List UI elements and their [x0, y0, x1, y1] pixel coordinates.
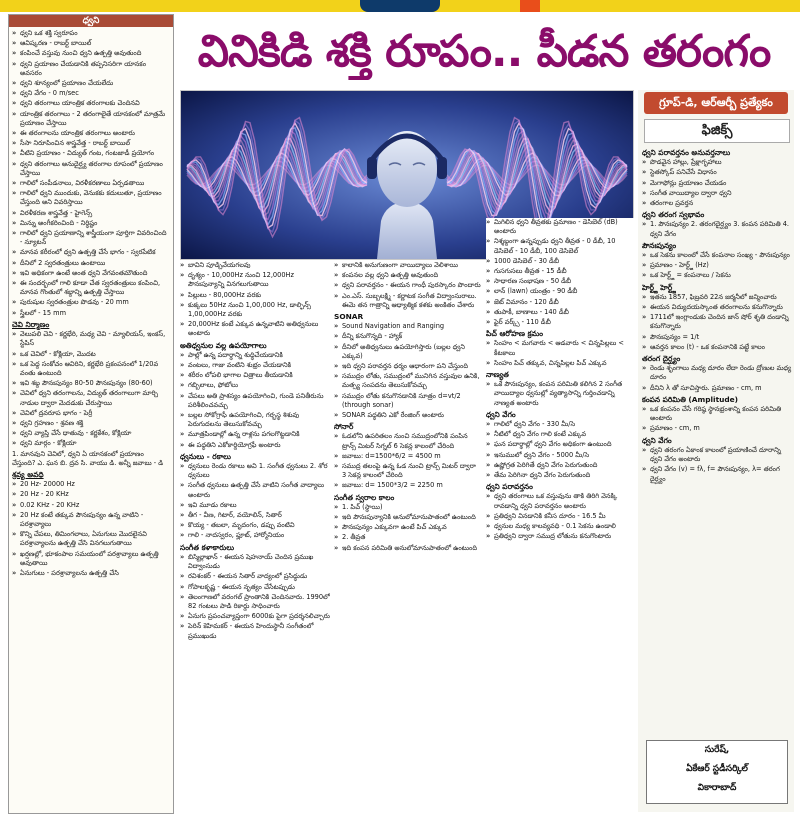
bullet-item: » ధ్వని తరంగం ఏకాంక కాలంలో ప్రయాణించే దూరాన్ని ధ్వని వేగం అంటారు: [642, 446, 792, 464]
bullet-item: » మెగాఫోన్లు ప్రయాణం చేయడం: [642, 179, 792, 188]
bullet-item: » దీనిలో 2 స్వరతంత్రులు ఉంటాయి: [12, 259, 168, 268]
bullet-item: » శరీరం లోపలి భాగాల చిత్రాలు తీయడానికి: [180, 371, 330, 380]
bullet-item: » ఏనుగులు - పరశ్రావ్యాలను ఉత్పత్తి చేసి: [12, 569, 168, 578]
bullet-item: » నిశ్శబ్దంగా ఉన్నప్పుడు ధ్వని తీవ్రత - 0 డీబీ, 10 డెసిబెల్ - 10 డీబీ, 100 డెసిబెల్: [486, 237, 634, 255]
bullet-item: » తరంగాల ప్రవర్తన: [642, 199, 792, 208]
bullet-item: » ఇది ధ్వని పరావర్తన ధర్మం ఆధారంగా పని చేస్తుంది: [334, 362, 482, 371]
bullet-item: » యాంత్రిక తరంగాలు - 2 తరంగాలైతే యానకంలో మాత్రమే ప్రయాణం చేస్తాయి: [12, 110, 168, 128]
bullet-item: » ధ్వని తరంగాలు అనుదైర్ఘ్య తరంగాల రూపంలో ప్రయాణం చేస్తాయి: [12, 160, 168, 178]
section-heading: తరంగ దైర్ఘ్యం: [642, 354, 681, 364]
bullet-item: » గాలిలో ధ్వని ప్రయాణాన్ని శాస్త్రీయంగా పూర్తిగా వివరించింది - న్యూటన్: [12, 229, 168, 247]
bullet-item: » విరళీకరణ శాస్త్రవేత్త - హైగెన్స్: [12, 209, 168, 218]
bullet-item: » ఇతను 1857, ఫిబ్రవరి 22న జర్మనీలో జన్మించారు: [642, 293, 792, 302]
bullet-item: » ధ్వనులు రెండు రకాలు అవి 1. సంగీత ధ్వనులు 2. శోర ధ్వనులు: [180, 462, 330, 480]
bullet-item: » 2. తీవ్రత: [334, 533, 482, 542]
bullet-item: » లాన్ (lawn) యంత్రం - 90 డీబీ: [486, 287, 634, 296]
bullet-item: » మూత్రపిండాల్లో ఉన్న రాళ్లను పగలగొట్టడానికి: [180, 430, 330, 439]
bullet-item: » ఘన పదార్థాల్లో ధ్వని వేగం అధికంగా ఉంటుంది: [486, 440, 634, 449]
bullet-item: » ప్రతిధ్వని వినడానికి కనీస దూరం - 16.5 మీ: [486, 512, 634, 521]
bullet-item: » కొయ్య - తబలా, మృదంగం, డప్పు వంటివి: [180, 521, 330, 530]
bullet-item: » నీటిలో ధ్వని వేగం గాలి కంటే ఎక్కువ: [486, 430, 634, 439]
bullet-item: » దీన్ని కనుగొన్నది - హ్యాక్: [334, 332, 482, 341]
bullet-item: » ప్రతిధ్వని ద్వారా సముద్ర లోతును కనుగొంటారు: [486, 532, 634, 541]
bullet-item: » గుసగుసలు తీవ్రత - 15 డీబీ: [486, 267, 634, 276]
bullet-item: » ధ్వని తరంగాలు ఒక వస్తువును తాకి తిరిగి వెనక్కి రావడాన్ని ధ్వని పరావర్తనం అంటారు: [486, 492, 634, 510]
top-color-band: [0, 0, 800, 12]
bullet-item: » ఈ పద్ధతిని ఎకోకార్డియోగ్రఫీ అంటారు: [180, 441, 330, 450]
bullet-item: » సింహం < మగవారు < ఆడవారు < చిన్నపిల్లలు < కీటకాలు: [486, 339, 634, 357]
header-emblem: [360, 0, 440, 12]
section-heading: ధ్వని పరావర్తనం అనువర్తనాలు: [642, 148, 731, 157]
bullet-item: » సముద్రం లోతు, సముద్రంలో మునిగిన వస్తువుల ఉనికి, మత్స్య సంపదను తెలుసుకోవచ్చు: [334, 372, 482, 390]
bullet-item: » కంపనల వల్ల ధ్వని ఉత్పత్తి అవుతుంది: [334, 271, 482, 280]
bullet-item: » ప్రమాణం - హెర్ట్జ్ (Hz): [642, 261, 792, 270]
right-column-text: [642, 146, 792, 736]
bullet-item: » జవాబు: d= 1500*3/2 = 2250 m: [334, 481, 482, 490]
bullet-item: » ఒక సెకను కాలంలో చేసే కంపనాల సంఖ్య - పౌనఃపున్యం: [642, 251, 792, 260]
section-heading: అతిధ్వనుల వల్ల ఉపయోగాలు: [180, 340, 267, 350]
bullet-item: » గాలిలో ధ్వని వేగం - 330 మీ/సె: [486, 420, 634, 429]
bullet-item: » పురుషుల స్వరతంత్రుల పొడవు - 20 mm: [12, 298, 168, 307]
bullet-item: » పెరిన్ కెహిమకర్ - ఈయన హిందుస్థానీ సంగీతంలో ప్రముఖుడు: [180, 622, 330, 640]
bullet-item: » బిస్మిల్లాఖాన్ - ఈయన షెహనాయ్ చెందిన ప్రముఖ విద్వాంసుడు: [180, 553, 330, 571]
bullet-item: » వెలుపలి చెవి - కర్ణభేరి, మధ్య చెవి - మ్యాలియస్, ఇంకస్, స్టేపిస్: [12, 330, 168, 348]
section-heading: నాణ్యత: [486, 370, 509, 380]
exam-badge: గ్రూప్-డి, ఆర్ఆర్బీ ప్రత్యేకం: [644, 92, 788, 114]
bullet-item: » ఆవిష్కరణ - రాబర్ట్ బాయిల్: [12, 39, 168, 48]
bullet-item: » రెండు శృంగాలు మధ్య దూరం లేదా రెండు ద్రోణుల మధ్య దూరం: [642, 364, 792, 382]
bullet-item: » ధ్వనుల మధ్య కాలవ్యవధి - 0.1 సెకను ఉండాలి: [486, 522, 634, 531]
bullet-item: » గోపాలకృష్ణ - ఈయన నృత్యం చేసేటప్పుడు: [180, 583, 330, 592]
bullet-item: » ధ్వని మార్గం - కోక్లియా: [12, 439, 168, 448]
bullet-item: » బల్లల సోకోగ్రాఫీ ఉపయోగించి, గర్భస్థ శిశువు పెరుగుదలను తెలుసుకోవచ్చు: [180, 411, 330, 429]
bullet-item: » కంపించే వస్తువు నుంచి ధ్వని ఉత్పత్తి అవుతుంది: [12, 49, 168, 58]
bullet-item: » 1711లో ఇంగ్లాండుకు చెందిన జాన్ షోర్ శృతి దండాన్ని కనుగొన్నారు: [642, 313, 792, 331]
bullet-item: » సంగీత వాయిద్యాల ద్వారా ధ్వని: [642, 189, 792, 198]
bullet-item: » 20,000Hz కంటే ఎక్కువ ఉన్నవాటిని అతిధ్వనులు అంటారు: [180, 320, 330, 338]
bullet-item: » Sound Navigation and Ranging: [334, 322, 482, 331]
bullet-item: » స్టెతస్కోప్ పనిచేసే విధానం: [642, 168, 792, 177]
section-heading: SONAR: [334, 312, 364, 322]
section-heading: ధ్వని పరావర్తనం: [486, 482, 533, 492]
subject-box: ఫిజిక్స్: [644, 119, 790, 143]
bullet-item: » సీసా నిరూపించిన శాస్త్రవేత్త - రాబర్ట్ బాయిల్: [12, 139, 168, 148]
section-heading: కంపన పరిమితి (Amplitude): [642, 394, 739, 404]
bullet-item: » 20 Hz- 20000 Hz: [12, 480, 168, 489]
bullet-item: » పొడవైన హాల్లు, ప్రేక్షాగృహాలు: [642, 158, 792, 167]
bullet-item: » సింహం పిచ్ తక్కువ, చిన్నపిల్లల పిచ్ ఎక్కువ: [486, 359, 634, 368]
bullet-item: » ధ్వని పరావర్తనం - ఈయన గాంధీ పురస్కారం పొందారు: [334, 281, 482, 290]
section-heading: సోనార్: [334, 422, 354, 432]
bullet-item: » చెవిలో ధ్వని తరంగాలను, విద్యుత్ తరంగాలుగా మార్చి నాడుల ద్వారా మెదడుకు చేరుస్తాయి: [12, 389, 168, 407]
bullet-item: » ధ్వని గ్రహణం - శ్రవణ శక్తి: [12, 419, 168, 428]
bullet-item: » గాలిలో ధ్వని ముందుకు, వెనుకకు కదులుతూ, ప్రయాణం చేస్తుంది అని వివరిస్తాయి: [12, 189, 168, 207]
bullet-item: » ధ్వని వేగం - 0 m/sec: [12, 89, 168, 98]
author-name: సురేష్,: [704, 745, 730, 755]
section-heading: హెర్ట్జ్ హెర్ట్జ్: [642, 282, 676, 292]
bullet-item: » కాలానికి అనుగుణంగా వాయిద్యాలు వెలిశాయి: [334, 261, 482, 270]
bullet-item: » సముద్రం లోతు కనుగొనడానికి సూత్రం d=vt/2 (through sonar): [334, 392, 482, 410]
bullet-item: » ఉష్ణోగ్రత పెరిగితే ధ్వని వేగం పెరుగుతుంది: [486, 461, 634, 470]
headline: వినికిడి శక్తి రూపం.. పీడన తరంగం: [197, 26, 771, 77]
left-column-text: [12, 29, 168, 811]
bullet-item: » దీనిలో అతిధ్వనులు ఉపయోగిస్తారు (బల్లల ధ్వని ఎక్కువ): [334, 343, 482, 361]
page-number-tab: [520, 0, 540, 12]
bullet-item: » ఫైర్ వర్క్స్ - 110 డీబీ: [486, 318, 634, 327]
bullet-item: » తుపాకీ, బాణాలు - 140 డీబీ: [486, 308, 634, 317]
section-heading: ధ్వని తరంగ స్వభావం: [642, 210, 705, 220]
bullet-item: » ధ్వని ప్రయాణం చేయడానికి తప్పనిసరిగా యానకం అవసరం: [12, 60, 168, 78]
bullet-item: » ఇవి మూడు రకాలు: [180, 501, 330, 510]
bullet-item: » ఇవి శబ్ద పౌనఃపున్యం 80-50 పౌనఃపున్యం (80-60): [12, 379, 168, 388]
bullet-item: » ధ్వని ఒక శక్తి స్వరూపం: [12, 29, 168, 38]
bullet-item: » చెవిలో ద్రవరూప భాగం - పెర్రీ: [12, 409, 168, 418]
bullet-item: » సముద్ర తలంపై ఉన్న ఓడ నుంచి ట్రాన్స్ మిటర్ ద్వారా 3 సెకన్ల కాలంలో చేరింది: [334, 462, 482, 480]
bullet-item: » ఎం.ఎస్. సుబ్బలక్ష్మి - కర్ణాటక సంగీత విద్వాంసురాలు. ఈమె తన గాత్రాన్ని ఆధ్యాత్మిక కళకు అంకితం చేశారు: [334, 292, 482, 310]
bullet-item: » ఈ తరంగాలను యాంత్రిక తరంగాలు అంటారు: [12, 129, 168, 138]
bullet-item: » ఇది పౌనఃపున్యానికి అనులోమానుపాతంలో ఉంటుంది: [334, 513, 482, 522]
bullet-item: » 1. పిచ్ (స్థాయి): [334, 503, 482, 512]
bullet-item: » ధ్వని తరంగాలు యాంత్రిక తరంగాలకు చెందినవి: [12, 99, 168, 108]
bullet-item: » మిన్ను అంగీకరించింది - నిర్ధిష్టం: [12, 219, 168, 228]
bullet-item: » కుక్కలు 50Hz నుంచి 1,00,000 Hz, డాల్ఫిన్స్ 1,00,000Hz వరకు: [180, 301, 330, 319]
bullet-item: » పిల్లులు - 80,000Hz వరకు: [180, 291, 330, 300]
column-3: [486, 218, 634, 812]
bullet-item: » SONAR పద్ధతిని ఎకో రేంజింగ్ అంటారు: [334, 411, 482, 420]
bullet-item: » సాధారణ సంభాషణ - 50 డీబీ: [486, 277, 634, 286]
section-heading: సంగీత కళాకారులు: [180, 542, 234, 552]
bullet-item: » ఏనుగు ప్రపంచవ్యాప్తంగా 6000కు పైగా ప్రదర్శనలిచ్చారు: [180, 612, 330, 621]
bullet-item: » ఇవి అధికంగా ఉంటే అంత ధ్వని వేగవంతమౌతుంది: [12, 269, 168, 278]
bullet-item: » తెలంగాణలో వరంగల్ ప్రాంతానికి చెందినవారు. 1990లో 82 గంటలు పాడి రికార్డు సాధించారు: [180, 593, 330, 611]
section-heading: సంగీత స్వరాల కాలం: [334, 492, 395, 502]
bullet-item: » ధ్వని వ్యాప్తి చేసే ధాతువు - కర్ణకేశం, కోక్లియా: [12, 429, 168, 438]
left-column: [8, 14, 174, 814]
bullet-item: » ఒకే పౌనఃపున్యం, కంపన పరిమితి కలిగిన 2 సంగీత వాయిద్యాల ధ్వనుల్లో వ్యత్యాసాన్ని గుర్తించడాన్ని నాణ్యత అంటారు: [486, 380, 634, 408]
section-heading: చెవి నిర్మాణం: [12, 319, 50, 329]
left-column-heading: ధ్వని: [9, 15, 173, 27]
bullet-item: » కొన్ని చేపలు, తిమింగలాలు, ఏనుగులు మొదలైనవి పరశ్రావ్యాలను ఉత్పత్తి చేసి వినగలుగుతాయి: [12, 530, 168, 548]
bullet-item: » పౌనఃపున్యం = 1/t: [642, 333, 792, 342]
bullet-item: » జెట్ విమానం - 120 డీబీ: [486, 298, 634, 307]
bullet-item: » దీనిని λ తో సూచిస్తారు. ప్రమాణం - cm, m: [642, 384, 792, 393]
section-heading: పౌనఃపున్యం: [642, 240, 677, 250]
bullet-item: » చేపలు అతి ప్రాశస్యం ఉపయోగించి, గుండె పనితీరును పరిశీలించవచ్చు: [180, 392, 330, 410]
bullet-item: » ఒక చెవిలో - కోక్లియా, మొదట: [12, 350, 168, 359]
bullet-item: » ఖర్షణల్లో, భూకంపాల సమయంలో పరశ్రావ్యాలు ఉత్పత్తి అవుతాయి: [12, 550, 168, 568]
bullet-item: » గబ్బిలాలు, ఫోటోలు: [180, 381, 330, 390]
section-heading: ధ్వనులు - రకాలు: [180, 451, 231, 461]
bullet-item: » బావిని పూడ్చివేయగలవు: [180, 261, 330, 270]
bullet-item: » మిగిలిన ధ్వని తీవ్రతకు ప్రమాణం - డెసిబెల్ (dB) అంటారు: [486, 218, 634, 236]
bullet-item: » సంగీత ధ్వనులు ఉత్పత్తి చేసే వాటిని సంగీత వాద్యాలు అంటారు: [180, 481, 330, 499]
bullet-item: » పాల్లో ఉన్న పదార్థాన్ని శుద్ధిచేయడానికి: [180, 351, 330, 360]
bullet-item: » 1000 డెసిబెల్ - 30 డీబీ: [486, 257, 634, 266]
bullet-item: » 1. పౌనఃపున్యం 2. తరంగదైర్ఘ్యం 3. కంపన పరిమితి 4. ధ్వని వేగం: [642, 220, 792, 238]
bullet-item: » మానవ కరీరంలో ధ్వని ఉత్పత్తి చేసే భాగం - స్వరపేటిక: [12, 248, 168, 257]
bullet-item: » రవిశంకర్ - ఈయన సితార్ వాద్యంలో ప్రసిద్ధుడు: [180, 572, 330, 581]
bullet-item: » తేమ పెరిగినా ధ్వని వేగం పెరుగుతుంది: [486, 471, 634, 480]
bullet-item: » ఓడలోని ఉపరితలం నుంచి సముద్రంలోనికి పంపిన ట్రాన్స్ మిటర్ సిగ్నల్ 6 సెకన్ల కాలంలో చేరింది: [334, 432, 482, 450]
bullet-item: » వీటిని ప్రయాణం - విద్యుత్ గంట, గంటజాడీ ప్రయోగం: [12, 149, 168, 158]
bullet-item: » ధ్వని వేగం (v) = fλ, f= పౌనఃపున్యం, λ= తరంగ దైర్ఘ్యం: [642, 465, 792, 483]
bullet-item: » ప్రమాణం - cm, m: [642, 424, 792, 433]
bullet-item: » ఒక హెర్ట్జ్ = కంపనాలు / సెకను: [642, 271, 792, 280]
bullet-item: » ఒక కంపనం చేసే గరిష్ఠ స్థానభ్రంశాన్ని కంపన పరిమితి అంటారు: [642, 405, 792, 423]
bullet-item: » 20 Hz కంటే తక్కువ పౌనఃపున్యం ఉన్న వాటిని - పరశ్రావ్యాలు: [12, 511, 168, 529]
bullet-item: » ఇది కంపన పరిమితి అనులోమానుపాతంలో ఉంటుంది: [334, 544, 482, 553]
column-2: [334, 261, 482, 812]
author-place: వికారాబాద్: [697, 783, 737, 793]
author-box: [646, 740, 788, 804]
author-role: ఏకేఆర్ స్టడీసర్కిల్: [686, 764, 748, 774]
bullet-item: » 20 Hz - 20 KHz: [12, 490, 168, 499]
bullet-item: » ఆవర్తన కాలం (t) - ఒక కంపనానికి పట్టే కాలం: [642, 343, 792, 352]
bullet-item: » ఇనుములో ధ్వని వేగం - 5000 మీ/సె: [486, 451, 634, 460]
bullet-item: » గాలి - నాదస్వరం, ఫ్లూట్, హార్మోనియం: [180, 531, 330, 540]
section-heading: పిచ్ ఆరోహణ క్రమం: [486, 329, 544, 339]
bullet-item: » ఒక పెద్ద సంకోచం ఆవిరిని, కర్ణభేరి ప్రకంపనంలో 1/20వ వంతు ఉంటుంది: [12, 360, 168, 378]
bullet-item: » పౌనఃపున్యం ఎక్కువగా ఉంటే పిచ్ ఎక్కువ: [334, 523, 482, 532]
bullet-item: » జవాబు: d=1500*6/2 = 4500 m: [334, 452, 482, 461]
bullet-item: » స్త్రీలలో - 15 mm: [12, 309, 168, 318]
bullet-item: » దృశ్యం - 10,000Hz నుంచి 12,000Hz పౌనఃపున్యాన్ని వినగలుగుతాయి: [180, 271, 330, 289]
bullet-item: » తీగ - వీణ, గిటార్, వయోలిన్, సితార్: [180, 511, 330, 520]
bullet-item: » ఈ సందర్భంలో గాలి కూడా చేత స్వరతంత్రులు కంపించి, మానవ గొంతులో శబ్దాన్ని ఉత్పత్తి చేస్తాయి: [12, 279, 168, 297]
section-heading: ధ్వని వేగం: [642, 435, 672, 445]
section-heading: ధ్వని వేగం: [486, 409, 516, 419]
quiz-question: 1. మానవుని చెవిలో, ధ్వని ఏ యానకంలో ప్రయాణం చేస్తుంది? ఎ. ఘన బి. ద్రవ సి. వాయు డి. అన్నీ జవాబు - డి: [12, 449, 164, 467]
column-1: [180, 261, 330, 812]
section-heading: శ్రవ్య అవధి: [12, 469, 44, 479]
bullet-item: » ఈయన విద్యుదయస్కాంత తరంగాలను కనుగొన్నారు: [642, 303, 792, 312]
bullet-item: » ధ్వని శూన్యంలో ప్రయాణం చేయలేదు: [12, 79, 168, 88]
bullet-item: » వంటలు, గాజు వంటిని శుభ్రం చేయడానికి: [180, 361, 330, 370]
bullet-item: » గాలిలో సంపీడనాలు, విరళీకరణాలు ఏర్పడతాయి: [12, 179, 168, 188]
bullet-item: » 0.02 KHz - 20 KHz: [12, 501, 168, 510]
